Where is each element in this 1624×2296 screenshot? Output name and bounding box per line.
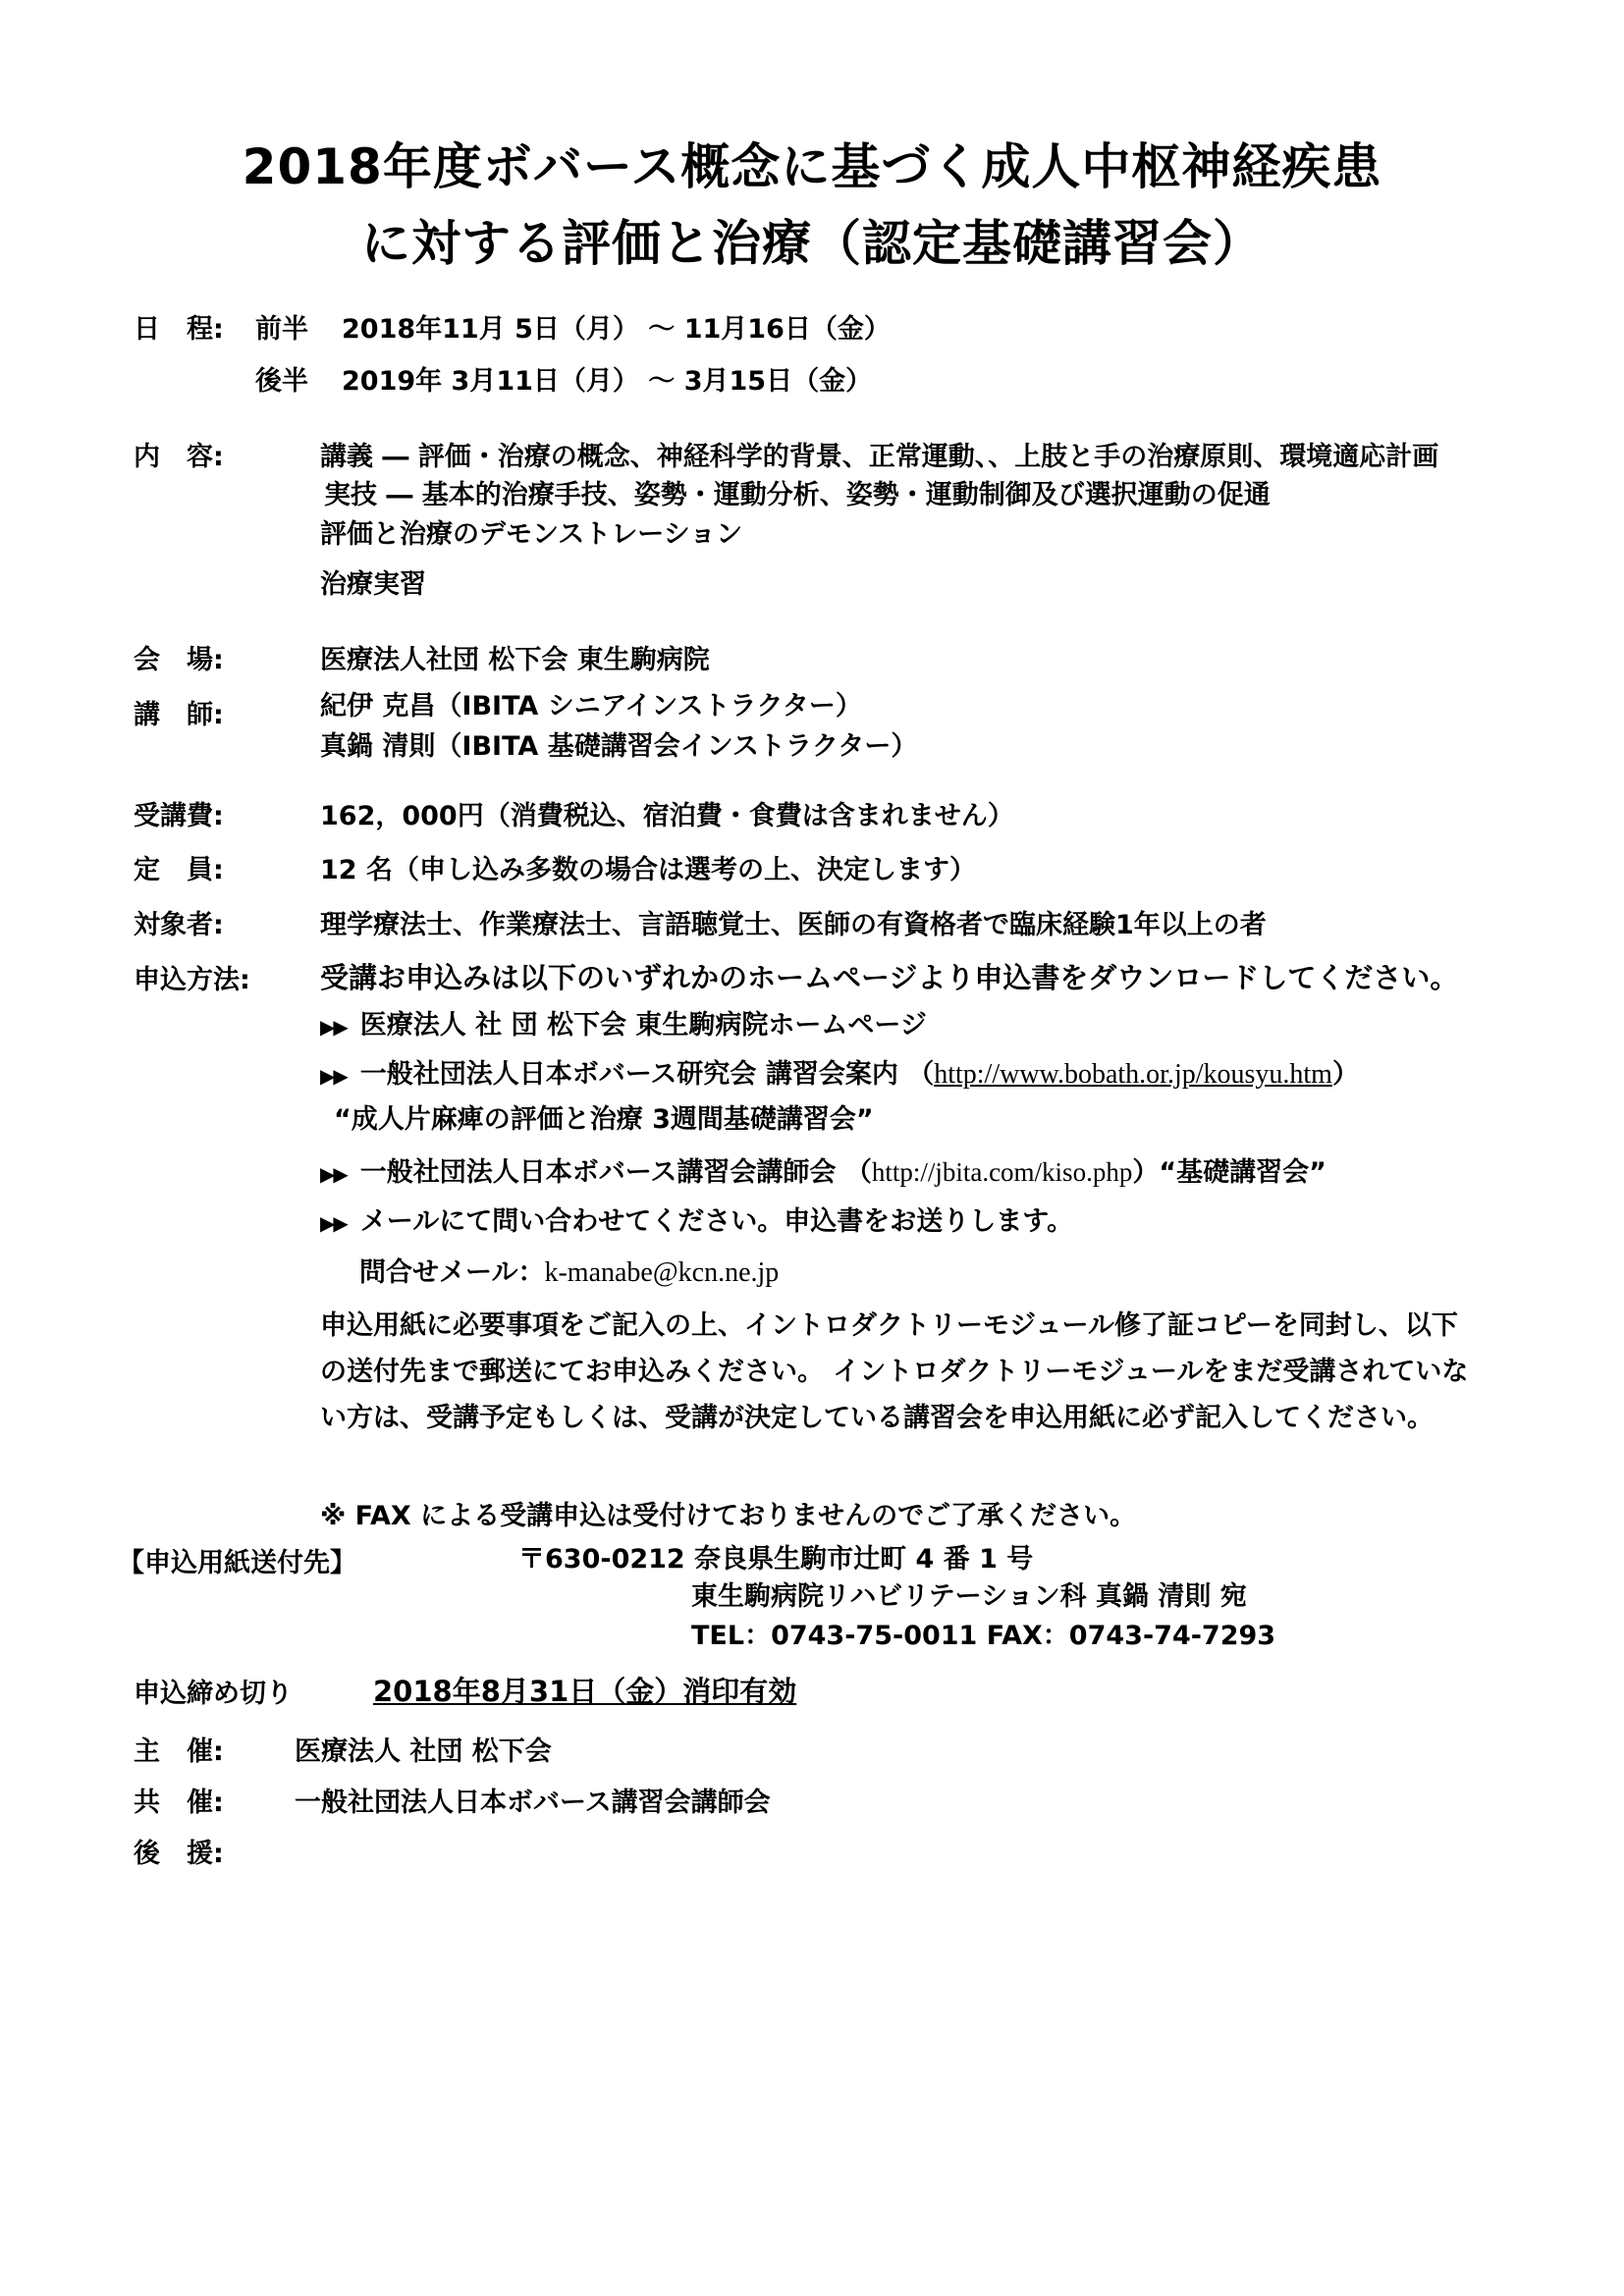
- apply-item-2: [320, 1052, 1359, 1091]
- schedule-first-label: 前半: [255, 314, 308, 345]
- cosponsor-label: 共 催:: [134, 1788, 224, 1818]
- apply-intro: 受講お申込みは以下のいずれかのホームページより申込書をダウンロードしてください。: [320, 961, 1459, 994]
- apply-para-line-1: 申込用紙に必要事項をご記入の上、イントロダクトリーモジュール修了証コピーを同封し、以下: [320, 1310, 1458, 1341]
- apply-item-4-text: メールにて問い合わせてください。申込書をお送りします。: [359, 1206, 1074, 1237]
- apply-label: 申込方法:: [134, 965, 250, 995]
- bullet-icon: ▶▶: [320, 1211, 347, 1235]
- cosponsor-value: 一般社団法人日本ボバース講習会講師会: [295, 1788, 771, 1818]
- content-line-3: 評価と治療のデモンストレーション: [320, 519, 743, 550]
- deadline-label: 申込締め切り: [134, 1679, 293, 1709]
- title-line-1: 2018年度ボバース概念に基づく成人中枢神経疾患: [242, 138, 1382, 195]
- target-label: 対象者:: [134, 910, 224, 940]
- bullet-icon: ▶▶: [320, 1015, 347, 1039]
- contact-email: [359, 1251, 779, 1289]
- support-label: 後 援:: [134, 1839, 224, 1869]
- organizer-label: 主 催:: [134, 1736, 224, 1767]
- content-line-1: 講義 ― 評価・治療の概念、神経科学的背景、正常運動、、上肢と手の治療原則、環境適応計画: [320, 442, 1439, 472]
- content-line-2: 実技 ― 基本的治療手技、姿勢・運動分析、姿勢・運動制御及び選択運動の促通: [324, 480, 1271, 510]
- apply-item-3: [320, 1150, 1326, 1189]
- organizer-value: 医療法人 社団 松下会: [295, 1736, 552, 1767]
- apply-item-3-tail: ）“基礎講習会”: [1132, 1157, 1326, 1188]
- send-to-phone: TEL：0743-75-0011 FAX：0743-74-7293: [691, 1621, 1276, 1651]
- bobath-link[interactable]: http://www.bobath.or.jp/kousyu.htm: [934, 1059, 1332, 1090]
- apply-item-3-text: 一般社団法人日本ボバース講習会講師会 （: [359, 1157, 872, 1188]
- apply-item-1-text: 医療法人 社 団 松下会 東生駒病院ホームページ: [359, 1010, 927, 1041]
- capacity-value: 12 名（申し込み多数の場合は選考の上、決定します）: [320, 855, 976, 885]
- title-line-2: に対する評価と治療（認定基礎講習会）: [361, 215, 1263, 272]
- fee-label: 受講費:: [134, 801, 224, 831]
- send-to-recipient: 東生駒病院リハビリテーション科 真鍋 清則 宛: [691, 1581, 1247, 1612]
- apply-item-1: [320, 1003, 927, 1041]
- content-line-4: 治療実習: [320, 569, 426, 600]
- instructor-1: 紀伊 克昌（IBITA シニアインストラクター）: [320, 691, 862, 721]
- instructors-label: 講 師:: [134, 700, 224, 730]
- send-to-address: 〒630-0212 奈良県生駒市辻町 4 番 1 号: [518, 1544, 1034, 1575]
- schedule-second-label: 後半: [255, 366, 308, 397]
- email-label: 問合せメール：: [359, 1257, 545, 1288]
- capacity-label: 定 員:: [134, 855, 224, 885]
- apply-item-2-close: ）: [1331, 1059, 1359, 1090]
- fee-value: 162，000円（消費税込、宿泊費・食費は含まれません）: [320, 801, 1014, 831]
- instructor-2: 真鍋 清則（IBITA 基礎講習会インストラクター）: [320, 731, 918, 762]
- email-address[interactable]: k-manabe@kcn.ne.jp: [544, 1257, 780, 1288]
- content-label: 内 容:: [134, 442, 224, 472]
- bullet-icon: ▶▶: [320, 1064, 347, 1088]
- apply-item-2-sub: “成人片麻痺の評価と治療 3週間基礎講習会”: [334, 1104, 874, 1135]
- venue-value: 医療法人社団 松下会 東生駒病院: [320, 645, 710, 675]
- jbita-link[interactable]: http://jbita.com/kiso.php: [871, 1157, 1133, 1187]
- target-value: 理学療法士、作業療法士、言語聴覚士、医師の有資格者で臨床経験1年以上の者: [320, 910, 1267, 940]
- schedule-second-dates: 2019年 3月11日（月） ～ 3月15日（金）: [342, 366, 873, 397]
- deadline-value: 2018年8月31日（金）消印有効: [373, 1675, 797, 1708]
- schedule-first-dates: 2018年11月 5日（月） ～ 11月16日（金）: [342, 314, 891, 345]
- apply-item-4: [320, 1200, 1073, 1238]
- schedule-label: 日 程:: [134, 314, 224, 345]
- fax-note: ※ FAX による受講申込は受付けておりませんのでご了承ください。: [320, 1501, 1137, 1531]
- venue-label: 会 場:: [134, 645, 224, 675]
- bullet-icon: ▶▶: [320, 1162, 347, 1186]
- apply-para-line-3: い方は、受講予定もしくは、受講が決定している講習会を申込用紙に必ず記入してください。: [320, 1403, 1434, 1433]
- send-to-label: 【申込用紙送付先】: [118, 1548, 356, 1578]
- apply-para-line-2: の送付先まで郵送にてお申込みください。 イントロダクトリーモジュールをまだ受講されていな: [320, 1357, 1469, 1387]
- apply-item-2-text: 一般社団法人日本ボバース研究会 講習会案内 （: [359, 1059, 935, 1090]
